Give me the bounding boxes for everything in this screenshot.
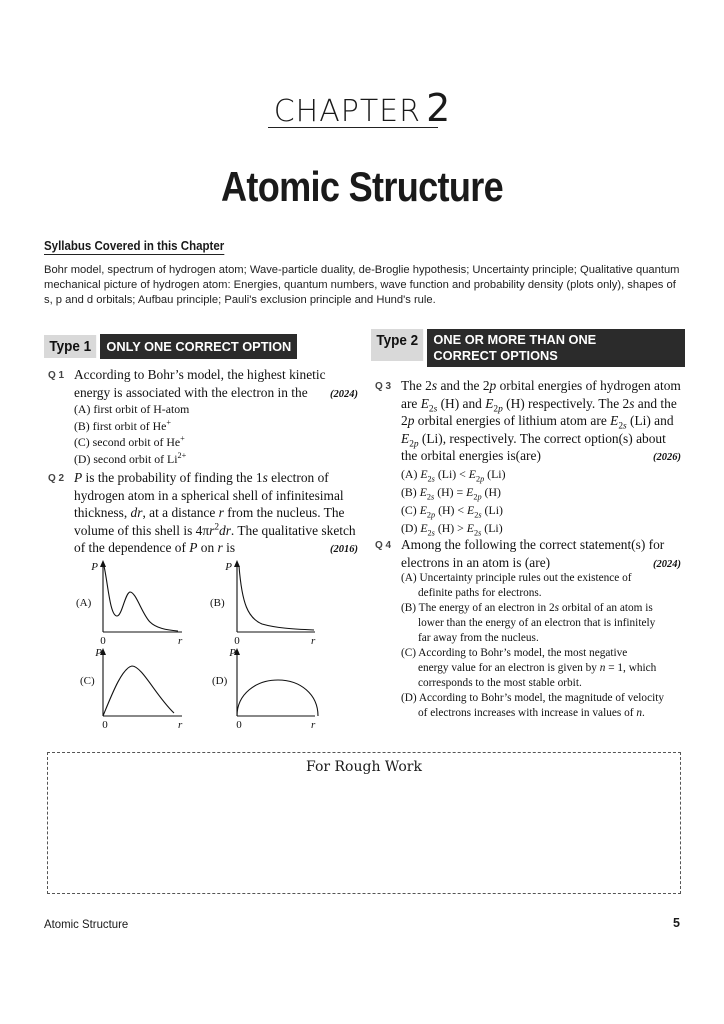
graph-b-zero: 0 (234, 635, 240, 647)
question-number: Q 2 (48, 473, 65, 484)
type2-tag: ONE OR MORE THAN ONE CORRECT OPTIONS (427, 329, 685, 367)
option-b: (B) The energy of an electron in 2s orbital of an atom is lower than the energy of an electron that is infinitely far away from the nucleus. (401, 602, 656, 644)
question-text: Among the following the correct statement(s) for electrons in an atom is (are) (2024) (375, 536, 681, 571)
chapter-word: CHAPTER (273, 94, 421, 129)
graph-a-zero: 0 (100, 635, 106, 647)
question-3 (375, 377, 681, 537)
graph-c-r-label: r (178, 719, 183, 731)
chapter-rule (268, 127, 438, 128)
question-2 (48, 469, 358, 559)
graph-d-zero: 0 (236, 719, 242, 731)
graph-d-p-label: P (229, 647, 236, 659)
question-4 (375, 536, 681, 721)
syllabus-heading: Syllabus Covered in this Chapter (44, 239, 225, 253)
question-text: According to Bohr’s model, the highest kinetic energy is associated with the electron in the (2024) (48, 366, 358, 401)
year-badge: (2024) (653, 558, 681, 570)
graph-b-r-label: r (311, 635, 316, 647)
type1-label: Type 1 (44, 335, 97, 358)
type2-header (371, 329, 685, 367)
option-a: (A) Uncertainty principle rules out the existence of definite paths for electrons. (401, 572, 632, 599)
graph-b-p-label: P (225, 561, 232, 573)
option-b: (B) $E_{2s}$ $(H) = E_{2p}$ (H) (401, 484, 501, 501)
year-badge: (2016) (330, 544, 358, 555)
graph-a-r-label: r (178, 635, 183, 647)
graph-d-label: (D) (212, 675, 228, 687)
page-number: 5 (673, 916, 680, 930)
footer-chapter-name: Atomic Structure (44, 917, 129, 931)
chapter-number: 2 (426, 86, 451, 130)
type1-header (44, 334, 297, 359)
question-number: Q 3 (375, 381, 392, 392)
probability-graphs (70, 556, 350, 748)
type2-label: Type 2 (371, 329, 424, 361)
question-number: Q 4 (375, 540, 392, 551)
chapter-title: Atomic Structure (220, 163, 503, 210)
type1-tag: ONLY ONE CORRECT OPTION (100, 334, 297, 359)
year-badge: (2024) (330, 388, 358, 400)
graph-a-label: (A) (76, 597, 92, 609)
rough-work-box (47, 752, 681, 894)
year-badge: (2026) (653, 452, 681, 463)
graph-c-label: (C) (80, 675, 95, 687)
graph-b-label: (B) (210, 597, 225, 609)
question-text: The 2s and the 2p orbital energies of hydrogen atom are $E_{2s}$ (H) and $E_{2p}$ (H) respectively. The 2s and the 2p orbital energies of lithium atom are $E_{2s}$ (Li) and $E_{2p}$ (Li), respectively. The correct option(s) about the orbital energies is(are) (2026) (375, 377, 681, 465)
graph-a-curve (104, 566, 178, 631)
graph-d-curve (237, 680, 318, 716)
question-1 (48, 366, 358, 467)
graph-c-zero: 0 (102, 719, 108, 731)
question-text: P is the probability of finding the 1s electron of hydrogen atom in a spherical shell of infinitesimal thickness, dr, at a distance r from the nucleus. The volume of this shell is $4\pi r^2dr$. The qualitative sketch of the dependence of P on r is (2016) (48, 469, 358, 557)
syllabus-text: Bohr model, spectrum of hydrogen atom; Wave-particle duality, de-Broglie hypothesis; Uncertainty principle; Qualitative quantum mechanical picture of hydrogen atom: Energies, quantum numbers, wave function and probability density (plots only), shapes of s, p and d orbitals; Aufbau principle; Pauli's exclusion principle and Hund's rule. (44, 264, 680, 306)
option-d: (D) $E_{2s}$ $(H) > E_{2s}$ (Li) (401, 520, 503, 537)
option-b: (B) first orbit of He+ (74, 417, 172, 433)
graph-a-p-label: P (91, 561, 98, 573)
graph-d-r-label: r (311, 719, 316, 731)
option-d: (D) second orbit of $Li^{2+}$ (74, 450, 187, 466)
option-a: (A) $E_{2s}$ $(Li) < E_{2p}$ (Li) (401, 466, 506, 483)
rough-work-title: For Rough Work (306, 759, 422, 775)
option-a: (A) first orbit of H-atom (74, 402, 190, 416)
chapter-heading (0, 86, 724, 130)
option-d: (D) According to Bohr’s model, the magnitude of velocity of electrons increases with increase in values of n. (401, 692, 665, 719)
question-number: Q 1 (48, 370, 65, 381)
graph-b-curve (239, 566, 314, 630)
option-c: (C) $E_{2p}$ $(H) < E_{2s}$ (Li) (401, 502, 503, 519)
graph-c-curve (103, 666, 174, 716)
option-c: (C) According to Bohr’s model, the most negative energy value for an electron is given by n = 1, which corresponds to the most stable orbit. (401, 647, 657, 689)
option-c: (C) second orbit of He+ (74, 434, 185, 449)
graph-c-p-label: P (95, 647, 102, 659)
